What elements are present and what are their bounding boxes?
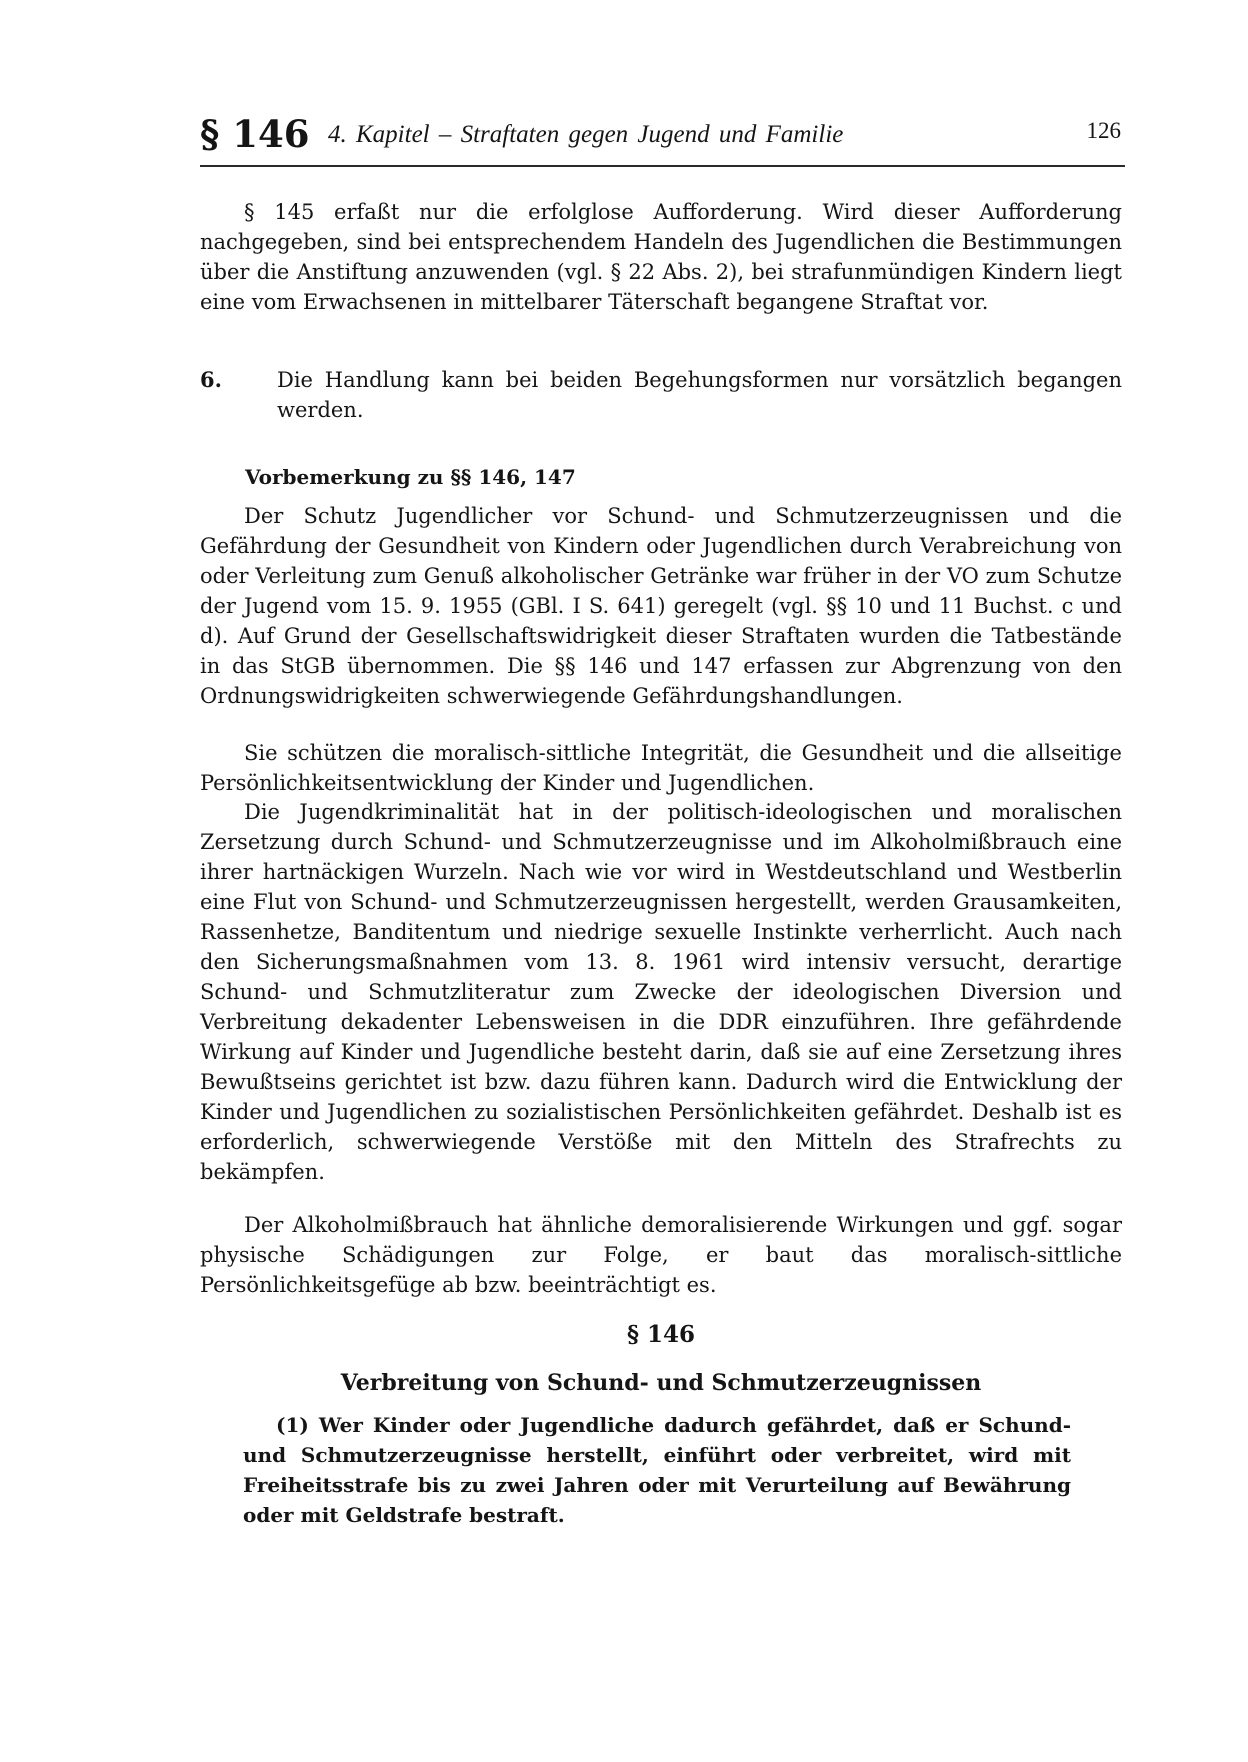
preliminary-paragraph: Der Alkoholmißbrauch hat ähnliche demoralisierende Wirkungen und ggf. sogar physische Schädigungen zur Folge, er baut das moralisch-sittliche Persönlichkeitsgefüge ab bzw. beeinträchtigt es. xyxy=(200,1213,1122,1297)
preliminary-paragraph: Der Schutz Jugendlicher vor Schund- und Schmutzerzeugnissen und die Gefährdung der Gesundheit von Kindern oder Jugendlichen durch Verabreichung von oder Verleitung zum Genuß alkoholischer Getränke war früher in der VO zum Schutze der Jugend vom 15. 9. 1955 (GBl. I S. 641) geregelt (vgl. §§ 10 und 11 Buchst. c und d). Auf Grund der Gesellschaftswidrigkeit dieser Straftaten wurden die Tatbestände in das StGB übernommen. Die §§ 146 und 147 erfassen zur Abgrenzung von den Ordnungswidrigkeiten schwerwiegende Gefährdungshandlungen. xyxy=(200,504,1122,708)
item-number: 6. xyxy=(200,367,222,392)
preliminary-paragraph: Sie schützen die moralisch-sittliche Integrität, die Gesundheit und die allseitige Persönlichkeitsentwicklung der Kinder und Jugendlichen. xyxy=(200,741,1122,795)
intro-paragraph: § 145 erfaßt nur die erfolglose Aufforderung. Wird dieser Aufforderung nachgegeben, sind bei entsprechendem Handeln des Jugendlichen die Bestimmungen über die Anstiftung anzuwenden (vgl. § 22 Abs. 2), bei strafunmündigen Kindern liegt eine vom Erwachsenen in mittelbarer Täterschaft begangene Straftat vor. xyxy=(200,200,1122,314)
running-head-section-number: § 146 xyxy=(200,112,310,156)
header-rule xyxy=(200,165,1125,167)
page-number: 126 xyxy=(1086,118,1121,143)
preliminary-heading: Vorbemerkung zu §§ 146, 147 xyxy=(245,465,576,489)
running-head-chapter-title: 4. Kapitel – Straftaten gegen Jugend und Familie xyxy=(328,121,844,148)
section-title: Verbreitung von Schund- und Schmutzerzeugnissen xyxy=(340,1370,982,1396)
section-number: § 146 xyxy=(626,1321,696,1348)
item-text: Die Handlung kann bei beiden Begehungsformen nur vorsätzlich begangen werden. xyxy=(277,368,1122,422)
section-paragraph-1: (1) Wer Kinder oder Jugendliche dadurch gefährdet, daß er Schund- und Schmutzerzeugnisse herstellt, einführt oder verbreitet, wird mit Freiheitsstrafe bis zu zwei Jahren oder mit Verurteilung auf Bewährung oder mit Geldstrafe bestraft. xyxy=(243,1413,1071,1527)
preliminary-paragraph: Die Jugendkriminalität hat in der politisch-ideologischen und moralischen Zersetzung durch Schund- und Schmutzerzeugnisse und im Alkoholmißbrauch eine ihrer hartnäckigen Wurzeln. Nach wie vor wird in Westdeutschland und Westberlin eine Flut von Schund- und Schmutzerzeugnissen hergestellt, werden Grausamkeiten, Rassenhetze, Banditentum und niedrige sexuelle Instinkte verherrlicht. Auch nach den Sicherungsmaßnahmen vom 13. 8. 1961 wird intensiv versucht, derartige Schund- und Schmutzliteratur zum Zwecke der ideologischen Diversion und Verbreitung dekadenter Lebensweisen in die DDR einzuführen. Ihre gefährdende Wirkung auf Kinder und Jugendliche besteht darin, daß sie auf eine Zersetzung ihres Bewußtseins gerichtet ist bzw. dazu führen kann. Dadurch wird die Entwicklung der Kinder und Jugendlichen zu sozialistischen Persönlichkeiten gefährdet. Deshalb ist es erforderlich, schwerwiegende Verstöße mit den Mitteln des Strafrechts zu bekämpfen. xyxy=(200,800,1122,1184)
running-head xyxy=(200,112,1125,162)
